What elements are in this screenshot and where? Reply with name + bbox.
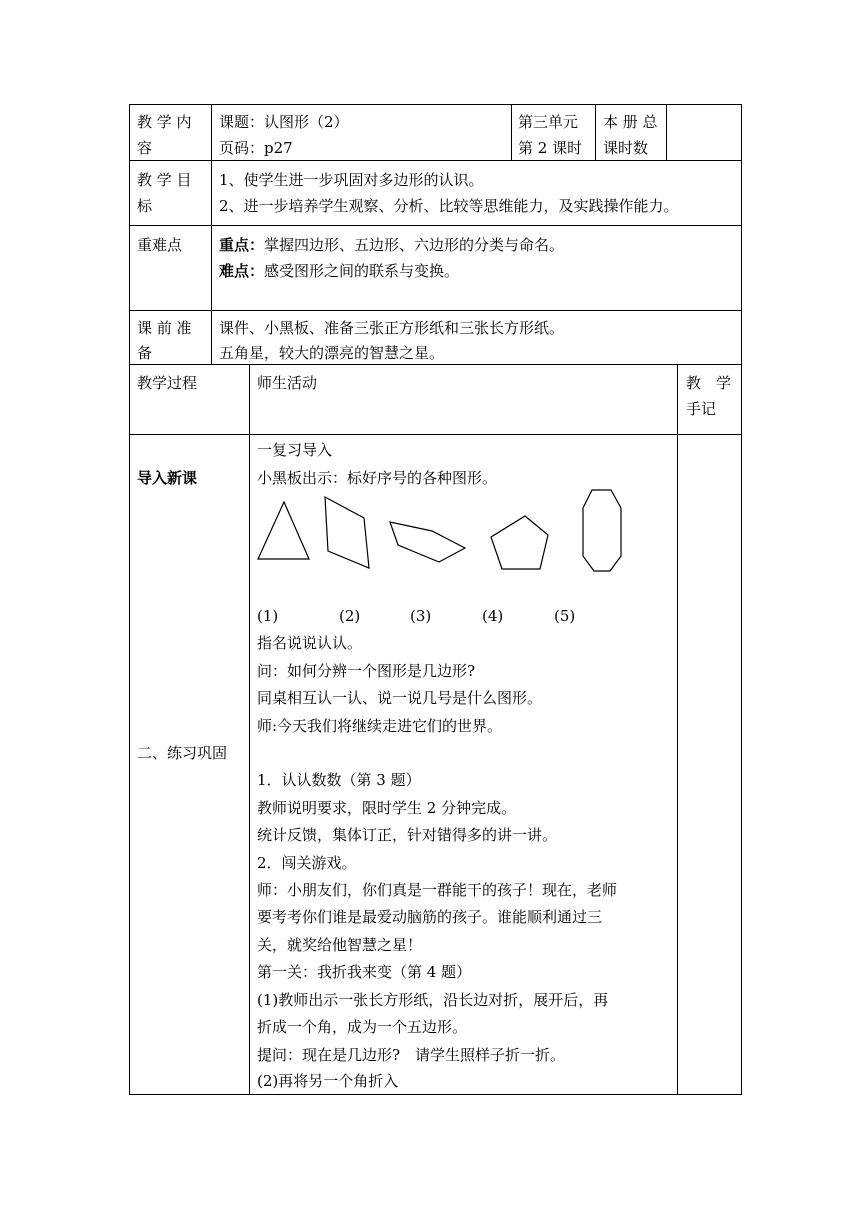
figure-label: (5): [554, 607, 576, 625]
table-border-bottom: [129, 1094, 741, 1095]
activity-line: 同桌相互认一认、说一说几号是什么图形。: [257, 689, 543, 707]
col-divider: [677, 364, 678, 1094]
goal-item: 2、进一步培养学生观察、分析、比较等思维能力，及实践操作能力。: [219, 197, 679, 215]
focus-label: 重点：: [219, 236, 265, 254]
figure-label: (2): [339, 607, 361, 625]
activity-line: 一复习导入: [257, 441, 333, 459]
activity-col-header: 师生活动: [257, 374, 318, 392]
row-divider: [129, 434, 741, 435]
lesson-page: 页码：p27: [219, 139, 293, 157]
activity-line: 要考考你们谁是最爱动脑筋的孩子。谁能顺利通过三: [257, 908, 603, 926]
activity-line: 小黑板出示：标好序号的各种图形。: [257, 469, 498, 487]
polygon-figures: [250, 485, 630, 575]
activity-line: 折成一个角，成为一个五边形。: [257, 1018, 468, 1036]
quadrilateral-shape: [325, 497, 369, 568]
row-divider: [129, 310, 741, 311]
activity-line: 1．认认数数（第 3 题）: [257, 771, 421, 789]
hexagon-shape: [583, 490, 621, 571]
activity-line: 教师说明要求，限时学生 2 分钟完成。: [257, 799, 517, 817]
focus-text: 掌握四边形、五边形、六边形的分类与命名。: [264, 236, 565, 254]
lesson-topic: 课题：认图形（2）: [219, 113, 349, 131]
notes-col-header: 教 学: [686, 374, 732, 392]
col-divider: [511, 104, 512, 160]
goals-label: 教 学 目: [137, 171, 192, 189]
figure-label: (4): [482, 607, 504, 625]
activity-line: 师:今天我们将继续走进它们的世界。: [257, 717, 503, 735]
col-divider: [666, 104, 667, 160]
activity-line: 师：小朋友们，你们真是一群能干的孩子！现在，老师: [257, 881, 618, 899]
activity-line: 2．闯关游戏。: [257, 854, 357, 872]
section-practice: 二、练习巩固: [137, 744, 228, 762]
activity-line: 关，就奖给他智慧之星！: [257, 936, 423, 954]
activity-line: 第一关：我折我来变（第 4 题）: [257, 963, 472, 981]
table-border-top: [129, 104, 741, 105]
prep-label: 课 前 准: [137, 319, 192, 337]
row-divider: [129, 225, 741, 226]
prep-line: 五角星，较大的漂亮的智慧之星。: [219, 344, 445, 362]
activity-line: 指名说说认认。: [257, 634, 363, 652]
activity-line: 问：如何分辨一个图形是几边形?: [257, 662, 476, 680]
unit-label: 第三单元: [518, 113, 579, 131]
key-points-label: 重难点: [137, 236, 183, 254]
pentagon-irregular-shape: [390, 522, 465, 562]
prep-label: 备: [137, 344, 153, 362]
content-label: 容: [137, 139, 153, 157]
prep-line: 课件、小黑板、准备三张正方形纸和三张长方形纸。: [219, 319, 565, 337]
unit-label: 第 2 课时: [518, 139, 583, 157]
table-border-right: [741, 104, 742, 1095]
col-divider: [595, 104, 596, 160]
notes-col-header: 手记: [686, 400, 717, 418]
total-hours-label: 本 册 总: [603, 113, 658, 131]
goals-label: 标: [137, 197, 153, 215]
difficulty-text: 感受图形之间的联系与变换。: [264, 262, 460, 280]
table-border-left: [129, 104, 130, 1095]
activity-line: 提问：现在是几边形? 请学生照样子折一折。: [257, 1046, 566, 1064]
activity-line: 统计反馈，集体订正，针对错得多的讲一讲。: [257, 826, 558, 844]
col-divider: [211, 104, 212, 364]
process-col-header: 教学过程: [137, 374, 198, 392]
triangle-shape: [258, 502, 309, 559]
activity-line: (1)教师出示一张长方形纸，沿长边对折，展开后，再: [257, 991, 609, 1009]
section-intro: 导入新课: [137, 469, 198, 487]
col-divider: [249, 364, 250, 1094]
content-label: 教 学 内: [137, 113, 192, 131]
total-hours-label: 课时数: [603, 139, 649, 157]
goal-item: 1、使学生进一步巩固对多边形的认识。: [219, 171, 484, 189]
figure-label: (3): [410, 607, 432, 625]
figure-label: (1): [257, 607, 279, 625]
difficulty-line: [219, 258, 459, 284]
activity-line: (2)再将另一个角折入: [257, 1072, 399, 1090]
focus-line: [219, 232, 564, 258]
pentagon-shape: [491, 516, 548, 569]
difficulty-label: 难点：: [219, 262, 265, 280]
